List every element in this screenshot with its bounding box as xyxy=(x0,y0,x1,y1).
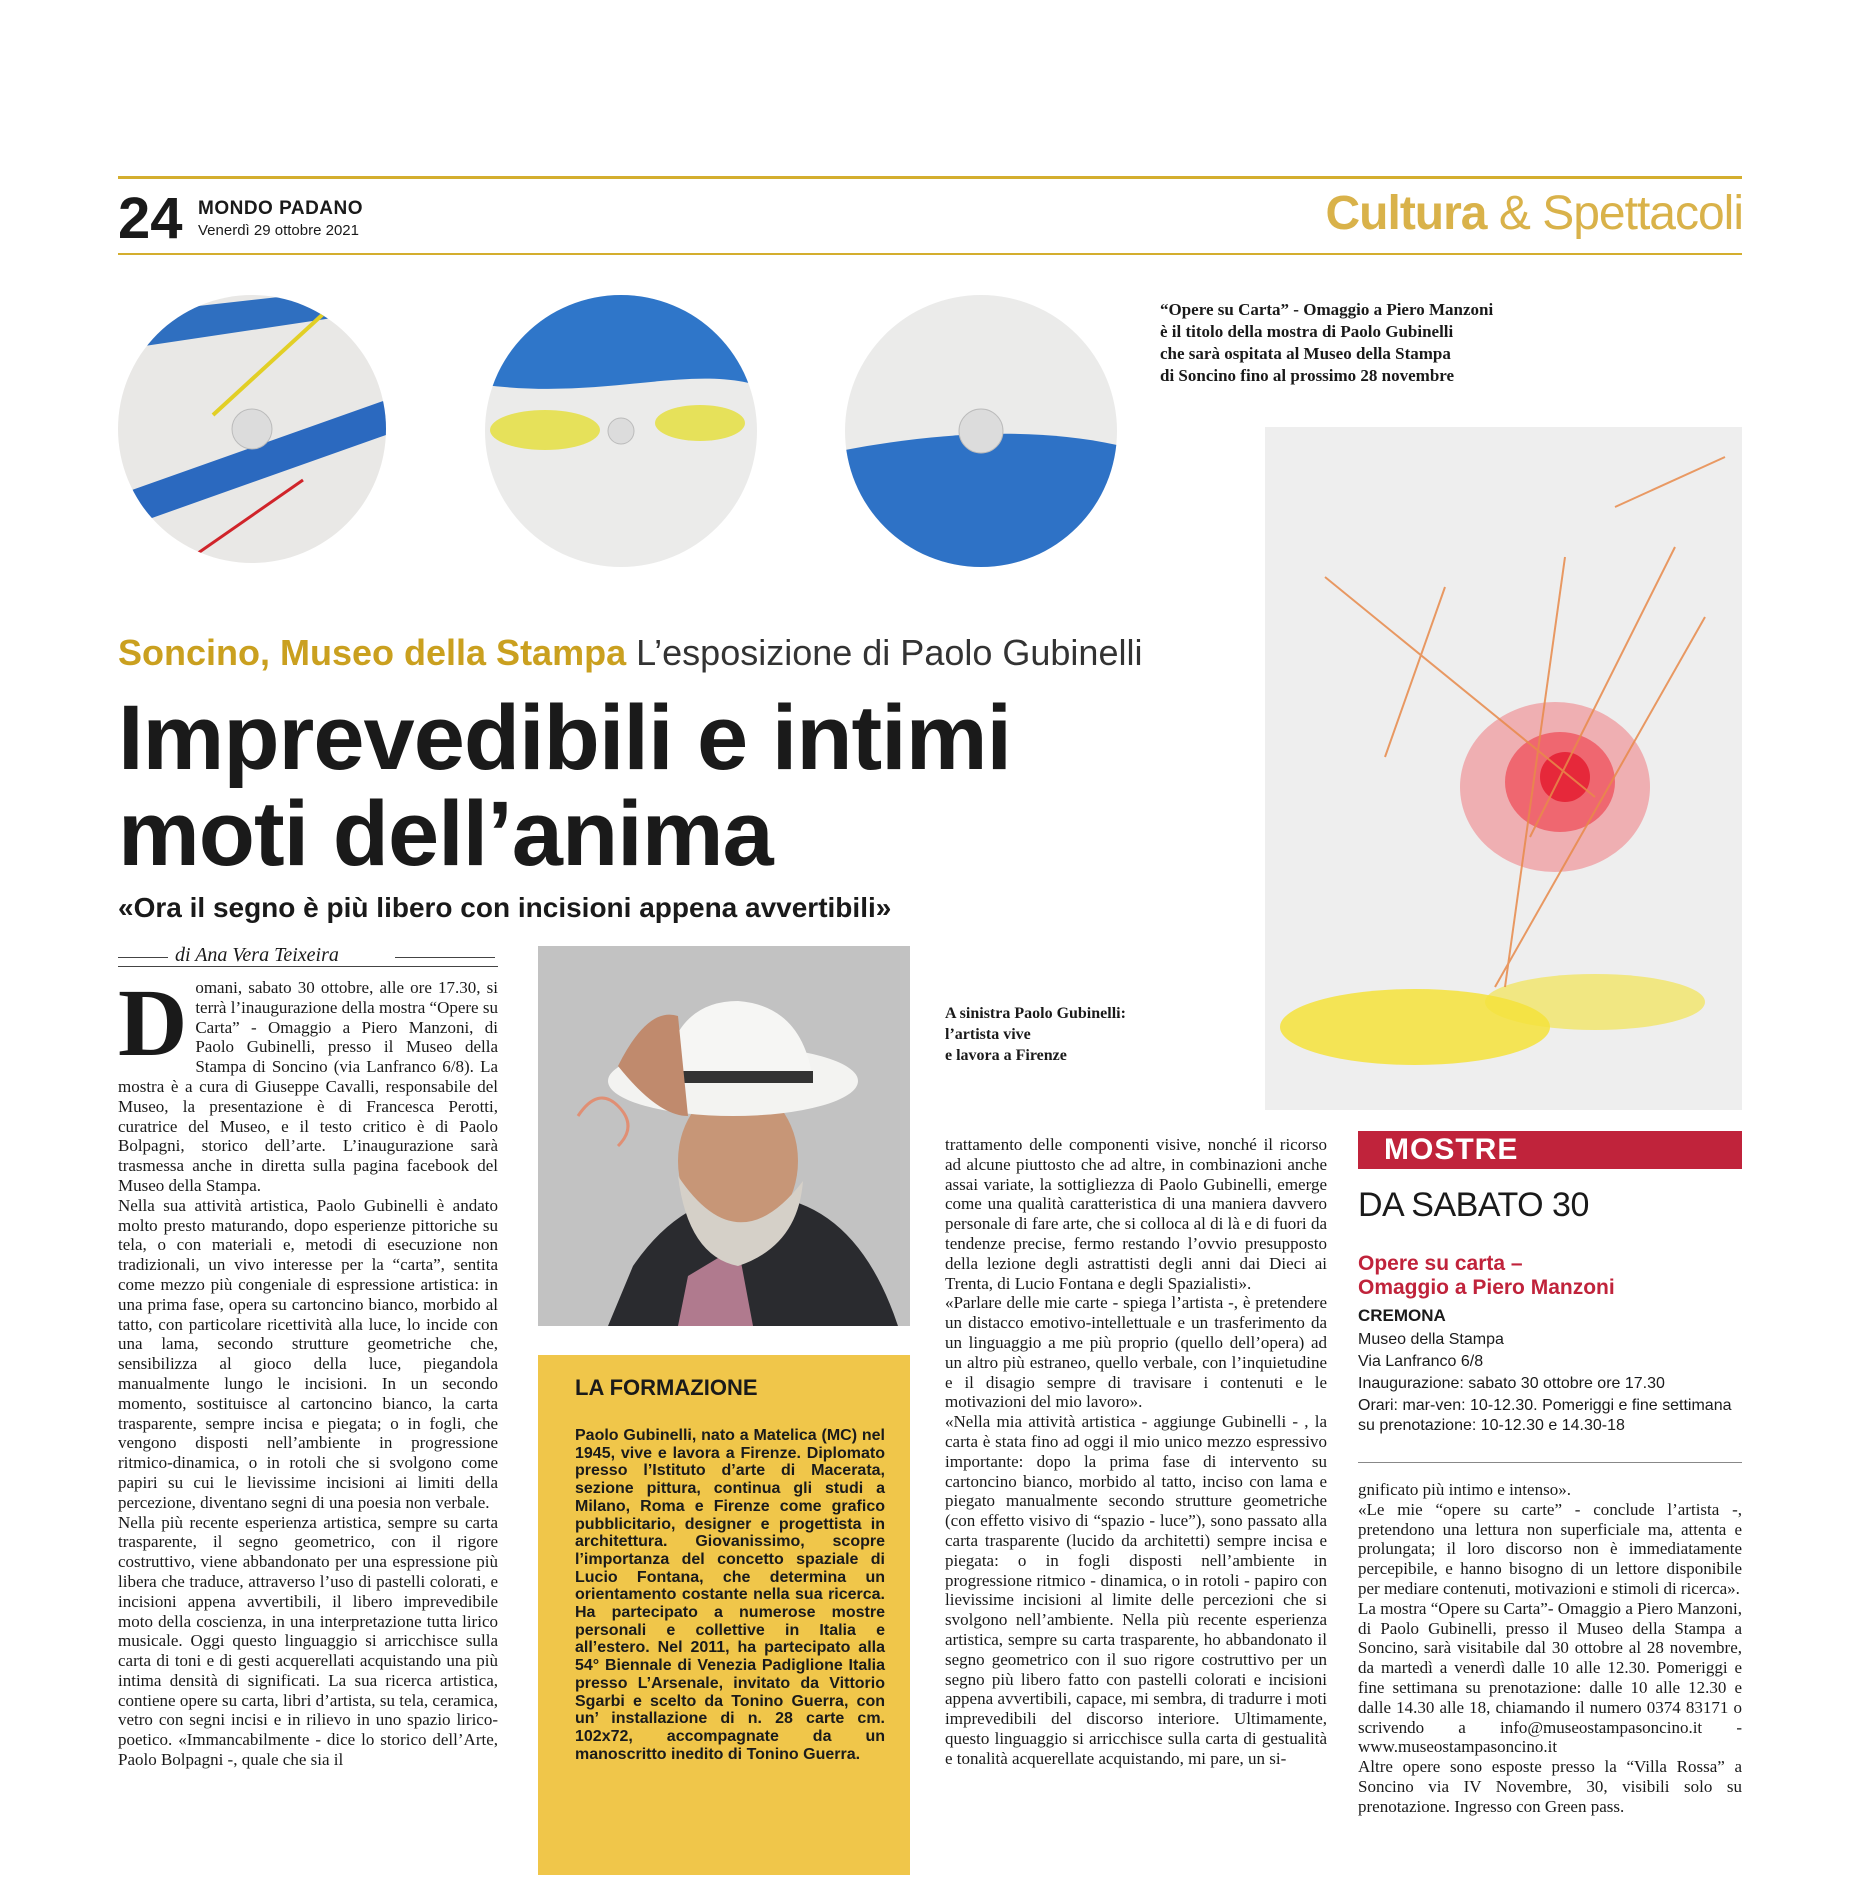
article-column-4: gnificato più intimo e intenso». «Le mie “opere su carte” - conclude l’artista -, pretendono una lettura non superficiale ma, attenta e prolungata; il loro discorso non è immediatamente percepibile, e hanno bisogno di un lettore disponibile per mediare contenuti, motivazioni e stimoli di ricerca». La mostra “Opere su Carta”- Omaggio a Piero Manzoni, di Paolo Gubinelli, presso il Museo della Stampa a Soncino, sarà visitabile dal 30 ottobre al 28 novembre, da martedì a venerdì dalle 10 alle 12.30. Pomeriggi e fine settimana su prenotazione: dalle 10 alle 12.30 e dalle 14.30 alle 18, chiamando il numero 0374 83171 o scrivendo a info@museostampasoncino.it - www.museostampasoncino.it Altre opere sono esposte presso la “Villa Rossa” a Soncino via IV Novembre, 30, visibili solo su prenotazione. Ingresso con Green pass. xyxy=(1358,1480,1742,1816)
artwork-disc-3 xyxy=(845,295,1117,567)
event-address: Via Lanfranco 6/8 xyxy=(1358,1353,1484,1370)
artwork-caption: “Opere su Carta” - Omaggio a Piero Manzoni è il titolo della mostra di Paolo Gubinelli che sarà ospitata al Museo della Stampa di Soncino fino al prossimo 28 novembre xyxy=(1160,300,1494,385)
artwork-disc-2 xyxy=(485,295,757,567)
event-inauguration: Inaugurazione: sabato 30 ottobre ore 17.30 xyxy=(1358,1375,1665,1392)
article-headline: Imprevedibili e intimi moti dell’anima xyxy=(118,687,1012,885)
page-number: 24 xyxy=(118,186,183,251)
byline: di Ana Vera Teixeira xyxy=(175,944,339,966)
byline-ornament-left xyxy=(118,957,168,958)
artwork-large-red-yellow xyxy=(1265,427,1742,1110)
issue-date: Venerdì 29 ottobre 2021 xyxy=(198,222,359,239)
box-title: LA FORMAZIONE xyxy=(575,1375,758,1400)
article-column-3: trattamento delle componenti visive, nonché il ricorso ad alcune piuttosto che ad altre, in combinazioni anche assai variate, la sottigliezza di Paolo Gubinelli, emerge come una qualità caratteristica di una maniera davvero personale di fare arte, che si colloca al di là e di fuori da tendenze precise, fermo restando l’ovvio presupposto della lezione degli astrattisti degli anni dai Dieci ai Trenta, di Lucio Fontana e degli Spazialisti». «Parlare delle mie carte - spiega l’artista -, è pretendere un distacco emotivo-intellettuale e un trasferimento da un linguaggio a me più proprio (quello dell’opera) ad un altro più estraneo, quello verbale, con l’inquietudine e il disagio sempre di travisare i contenuti e le motivazioni del mio lavoro». «Nella mia attività artistica - aggiunge Gubinelli - , la carta è stata fino ad oggi il mio unico mezzo espressivo importante: dopo la prima fase di intervento su cartoncino bianco, morbido al tatto, inciso con lama e piegato manualmente secondo strutture geometriche (con effetto visivo di “spazio - luce”), sono passato alla carta trasparente (lucido da architetti) sempre incisa e piegata: o in fogli disposti nell’ambiente in progressione ritmico - dinamica, o in rotoli - papiro con lievissime incisioni al limite delle percezioni che si svolgono nell’ambiente. Nella più recente esperienza artistica, sempre su carta trasparente, ho abbandonato il segno geometrico con il suo rigore costruttivo per un segno più libero fatto con pastelli colorati e incisioni appena avvertibili, capace, mi sembra, di tradurre i moti imprevedibili del discorso interiore. Ultimamente, questo linguaggio si arricchisce sulla carta di gestualità e tonalità acquerellate acquistando, mi pare, un si- xyxy=(945,1135,1327,1768)
sidebar-box-la-formazione xyxy=(538,1355,910,1875)
newspaper-name: MONDO PADANO xyxy=(198,198,364,219)
header-bottom-rule xyxy=(118,253,1742,255)
artwork-disc-1 xyxy=(118,295,386,563)
section-title: Cultura & Spettacoli xyxy=(1325,187,1743,240)
photo-paolo-gubinelli xyxy=(538,946,910,1326)
drop-cap: D xyxy=(118,969,188,1076)
box-text: Paolo Gubinelli, nato a Matelica (MC) nel 1945, vive e lavora a Firenze. Diplomato presso l’Istituto d’arte di Macerata, sezione pittura, continua gli studi a Milano, Roma e Firenze come grafico pubblicitario, designer e progettista in architettura. Giovanissimo, scopre l’importanza del concetto spaziale di Lucio Fontana, che determina un orientamento costante nella sua ricerca. Ha partecipato a numerose mostre personali e collettive in Italia e all’estero. Nel 2011, ha partecipato alla 54° Biennale di Venezia Padiglione Italia presso L’Arsenale, invitato da Vittorio Sgarbi e scelto da Tonino Guerra, con un’ installazione di n. 28 carte cm. 102x72, accompagnate da un manoscritto inedito di Tonino Guerra. xyxy=(575,1427,885,1763)
portrait-caption: A sinistra Paolo Gubinelli: l’artista vive e lavora a Firenze xyxy=(945,1005,1126,1064)
event-venue: Museo della Stampa xyxy=(1358,1331,1504,1348)
article-kicker: Soncino, Museo della Stampa L’esposizione di Paolo Gubinelli xyxy=(118,632,1143,673)
event-title: Opere su carta – Omaggio a Piero Manzoni xyxy=(1358,1252,1615,1299)
byline-ornament-right xyxy=(395,957,495,958)
mostre-banner: MOSTRE xyxy=(1358,1131,1742,1169)
byline-rule xyxy=(118,966,498,967)
article-column-1: D omani, sabato 30 ottobre, alle ore 17.30, si terrà l’inaugurazione della mostra “Opere su Carta” - Omaggio a Piero Manzoni, di Paolo Gubinelli, presso il Museo della Stampa di Soncino (via Lanfranco 6/8). La mostra è a cura di Giuseppe Cavalli, responsabile del Museo, la presentazione è di Francesca Perotti, curatrice del Museo, e il testo critico è di Paolo Bolpagni, storico dell’arte. L’inaugurazione sarà trasmessa anche in diretta sulla pagina facebook del Museo della Stampa. Nella sua attività artistica, Paolo Gubinelli è andato molto presto maturando, dopo esperienze pittoriche su tela, o con materiali e, metodi di esecuzione non tradizionali, un vivo interesse per la “carta”, sentita come mezzo più congeniale di espressione artistica: in una prima fase, opera su cartoncino bianco, morbido al tatto, con particolare ricettività alla luce, lo incide con una lama, secondo strutture geometriche che, sensibilizza al gioco della luce, piegandola manualmente lungo le incisioni. In un secondo momento, sostituisce al cartoncino bianco, la carta trasparente, sempre incisa e piegata; o in fogli, che vengono disposti nell’ambiente in progressione ritmico-dinamica, o in rotoli che si svolgono come papiri su cui le lievissime incisioni ai limiti della percezione, diventano segni di una poesia non verbale. Nella più recente esperienza artistica, sempre su carta trasparente, il segno geometrico, con il rigore costruttivo, viene abbandonato per una espressione più libera che traduce, attraverso l’uso di pastelli colorati, e incisioni appena avvertibili, il libero imprevedibile moto della coscienza, in una interpretazione tutta lirico musicale. Oggi questo linguaggio si arricchisce sulla carta di toni e di gesti acquerellati acquistando una più intima densità di significati. La sua ricerca artistica, contiene opere su carta, libri d’artista, su tela, ceramica, vetro con segni incisi e in rilievo in uno spazio lirico-poetico. «Immancabilmente - dice lo storico dell’Arte, Paolo Bolpagni -, quale che sia il xyxy=(118,969,498,1770)
header-top-rule xyxy=(118,176,1742,179)
event-hours: Orari: mar-ven: 10-12.30. Pomeriggi e fine settimana su prenotazione: 10-12.30 e 14.30-18 xyxy=(1358,1397,1732,1434)
event-city: CREMONA xyxy=(1358,1306,1446,1325)
mostre-date: DA SABATO 30 xyxy=(1358,1186,1589,1224)
mostre-bottom-rule xyxy=(1358,1462,1742,1463)
article-deck: «Ora il segno è più libero con incisioni appena avvertibili» xyxy=(118,892,892,923)
